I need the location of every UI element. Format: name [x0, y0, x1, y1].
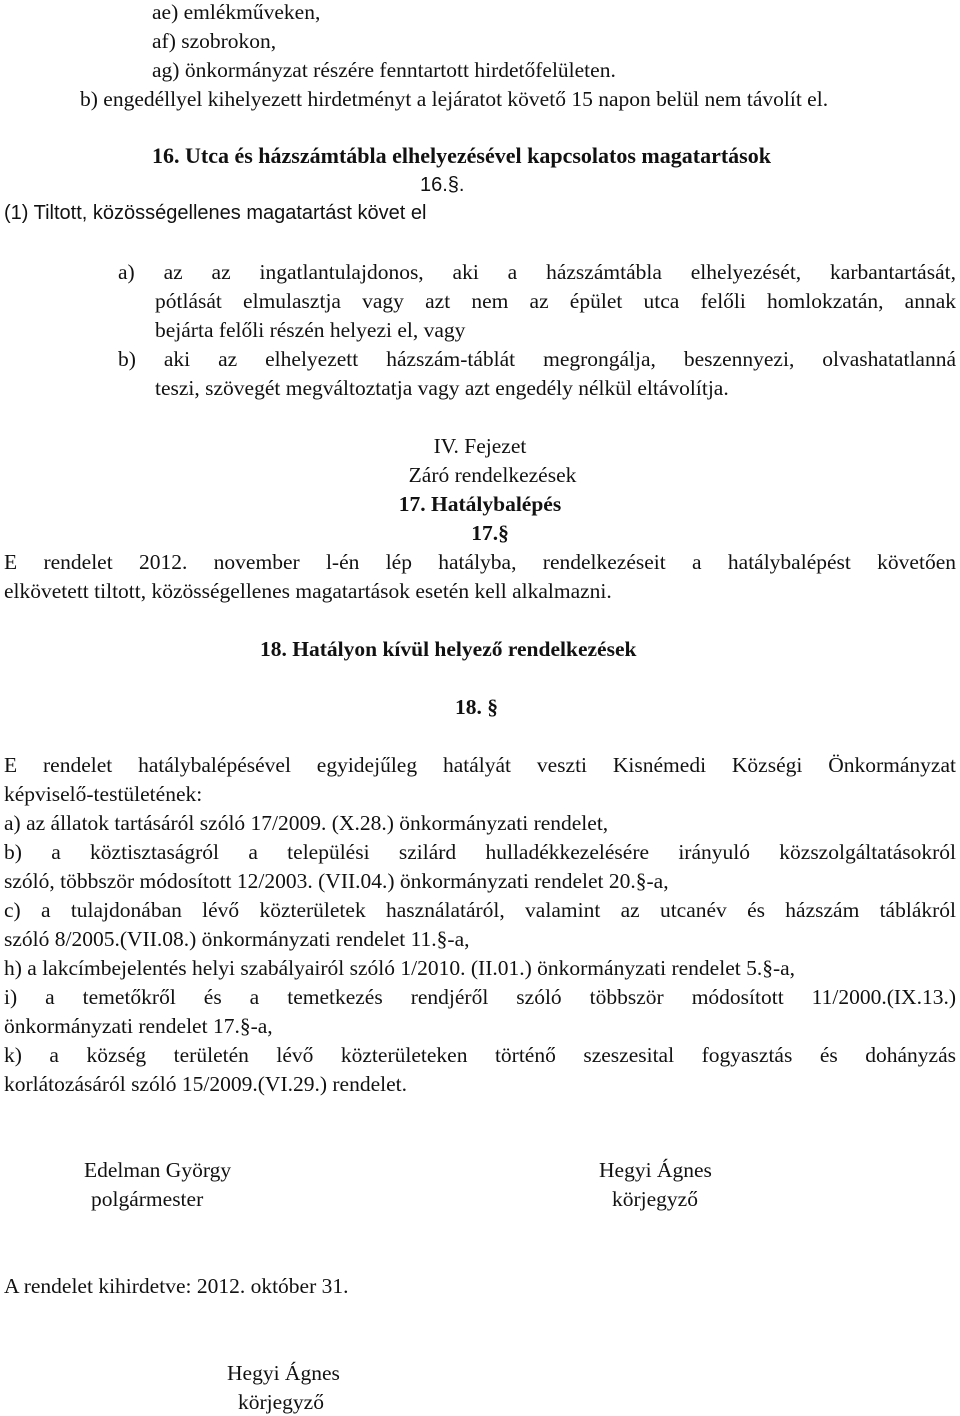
section-18-line: k) a község területén lévő közterületeken történő szeszesital fogyasztás és dohányzás: [4, 1043, 956, 1067]
section-18-line: képviselő-testületének:: [4, 782, 203, 806]
section-18-line: c) a tulajdonában lévő közterületek használatáról, valamint az utcanév és házszám táblákról: [4, 898, 956, 922]
section-16-item-a-line-1: a) az az ingatlantulajdonos, aki a házszámtábla elhelyezését, karbantartását,: [118, 260, 956, 284]
section-18-line: szóló, többször módosított 12/2003. (VII.04.) önkormányzati rendelet 20.§-a,: [4, 869, 669, 893]
bottom-signature-title: körjegyző: [238, 1390, 324, 1414]
section-16-item-a-line-2: pótlását elmulasztja vagy azt nem az épület utca felőli homlokzatán, annak: [155, 289, 956, 313]
section-16-item-b-line-2: teszi, szövegét megváltoztatja vagy azt engedély nélkül eltávolítja.: [155, 376, 729, 400]
list-item-ag: ag) önkormányzat részére fenntartott hirdetőfelületen.: [152, 58, 616, 82]
section-16-item-a-line-3: bejárta felőli részén helyezi el, vagy: [155, 318, 466, 342]
chapter-subheading: Záró rendelkezések: [408, 463, 577, 487]
section-18-line: b) a köztisztaságról a települési szilárd hulladékkezelésére irányuló közszolgáltatásokról: [4, 840, 956, 864]
list-item-b: b) engedéllyel kihelyezett hirdetményt a lejáratot követő 15 napon belül nem távolít el.: [80, 87, 829, 111]
section-16-paragraph-mark: 16.§.: [420, 174, 465, 196]
section-18-line: h) a lakcímbejelentés helyi szabályairól szóló 1/2010. (II.01.) önkormányzati rendelet 5.§-a,: [4, 956, 796, 980]
section-18-line: E rendelet hatálybalépésével egyidejűleg hatályát veszti Kisnémedi Községi Önkormányzat: [4, 753, 956, 777]
list-item-af: af) szobrokon,: [152, 29, 277, 53]
section-18-line: korlátozásáról szóló 15/2009.(VI.29.) rendelet.: [4, 1072, 407, 1096]
signature-right-name: Hegyi Ágnes: [599, 1158, 712, 1182]
section-18-line: önkormányzati rendelet 17.§-a,: [4, 1014, 273, 1038]
section-17-title: 17. Hatálybalépés: [398, 492, 562, 516]
section-17-text-line-1: E rendelet 2012. november l-én lép hatályba, rendelkezéseit a hatálybalépést követően: [4, 550, 956, 574]
signature-left-title: polgármester: [91, 1187, 204, 1211]
signature-right-title: körjegyző: [612, 1187, 698, 1211]
section-16-intro: (1) Tiltott, közösségellenes magatartást követ el: [4, 202, 427, 224]
section-17-text-line-2: elkövetett tiltott, közösségellenes magatartások esetén kell alkalmazni.: [4, 579, 612, 603]
section-18-line: i) a temetőkről és a temetkezés rendjéről szóló többször módosított 11/2000.(IX.13.): [4, 985, 956, 1009]
chapter-heading: IV. Fejezet: [433, 434, 527, 458]
promulgation-date: A rendelet kihirdetve: 2012. október 31.: [4, 1274, 349, 1298]
bottom-signature-name: Hegyi Ágnes: [227, 1361, 340, 1385]
signature-left-name: Edelman György: [84, 1158, 232, 1182]
section-18-line: a) az állatok tartásáról szóló 17/2009. (X.28.) önkormányzati rendelet,: [4, 811, 609, 835]
section-17-paragraph-mark: 17.§: [471, 521, 509, 545]
section-18-line: szóló 8/2005.(VII.08.) önkormányzati rendelet 11.§-a,: [4, 927, 470, 951]
list-item-ae: ae) emlékműveken,: [152, 0, 321, 24]
section-16-title: 16. Utca és házszámtábla elhelyezésével kapcsolatos magatartások: [152, 143, 771, 168]
section-16-item-b-line-1: b) aki az elhelyezett házszám-táblát megrongálja, beszennyezi, olvashatatlanná: [118, 347, 956, 371]
section-18-title: 18. Hatályon kívül helyező rendelkezések: [260, 637, 637, 661]
section-18-paragraph-mark: 18. §: [455, 695, 498, 719]
